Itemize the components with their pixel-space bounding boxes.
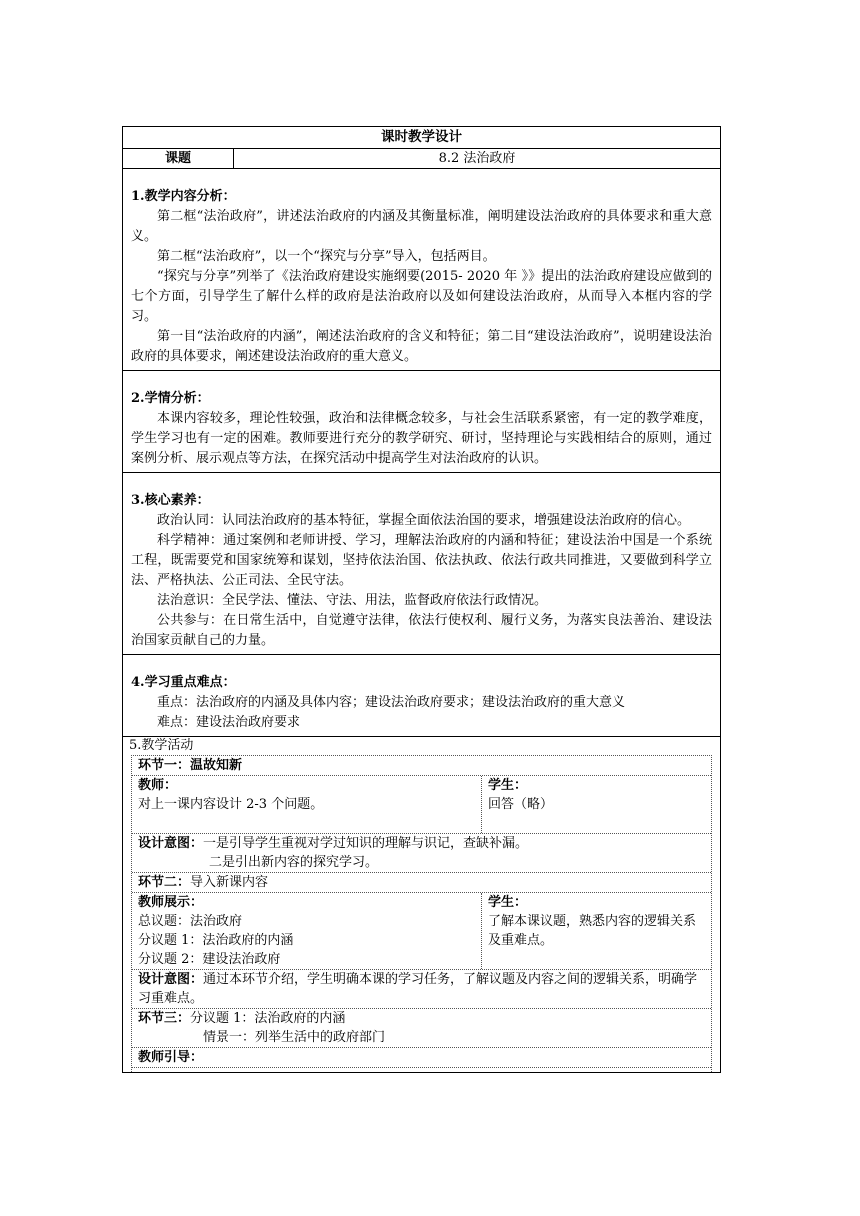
step2-intent <box>132 970 711 1009</box>
section-core-competency <box>123 473 720 655</box>
step3-title <box>132 1009 711 1048</box>
step-text: 分议题 1：法治政府的内涵 <box>190 1011 346 1026</box>
step1-title: 环节一：温故知新 <box>132 756 711 776</box>
teacher-text: 对上一课内容设计 2-3 个问题。 <box>138 797 324 812</box>
section-heading: 4.学习重点难点： <box>131 675 236 690</box>
section-content-analysis <box>123 169 720 371</box>
topic-label: 课题 <box>123 149 234 168</box>
step1-row <box>132 776 711 834</box>
teacher-label: 教师： <box>138 778 178 793</box>
paragraph: 公共参与：在日常生活中，自觉遵守法律，依法行使权利、履行义务，为落实良法善治、建设法治国家贡献自己的力量。 <box>131 613 712 648</box>
step1-student-cell <box>482 776 711 833</box>
student-text: 回答（略） <box>488 797 554 812</box>
step2-teacher-cell <box>132 893 482 969</box>
step-label: 环节三： <box>138 1011 191 1026</box>
step1-teacher-cell <box>132 776 482 833</box>
lesson-plan-table <box>122 126 721 1073</box>
paragraph: 第一目“法治政府的内涵”，阐述法治政府的含义和特征；第二目“建设法治政府”，说明建设法治政府的具体要求，阐述建设法治政府的重大意义。 <box>131 329 712 364</box>
section-student-analysis <box>123 371 720 473</box>
topic-value: 8.2 法治政府 <box>438 151 516 166</box>
section-heading: 3.核心素养： <box>131 493 210 508</box>
step3-teacher-label: 教师引导： <box>132 1048 711 1068</box>
teacher-line: 分议题 1：法治政府的内涵 <box>138 933 294 948</box>
student-text: 了解本课议题，熟悉内容的逻辑关系及重难点。 <box>488 914 697 948</box>
paragraph: 难点：建设法治政府要求 <box>157 715 301 730</box>
paragraph: 重点：法治政府的内涵及具体内容；建设法治政府要求；建设法治政府的重大意义 <box>157 695 626 710</box>
intent-label: 设计意图： <box>138 836 204 851</box>
step-text: 导入新课内容 <box>190 875 269 890</box>
teacher-line: 分议题 2：建设法治政府 <box>138 952 281 967</box>
topic-row <box>123 149 720 169</box>
student-label: 学生： <box>488 778 528 793</box>
section-key-points <box>123 655 720 737</box>
lesson-plan-page <box>122 126 721 1073</box>
step1-intent <box>132 834 711 873</box>
step2-row <box>132 893 711 970</box>
paragraph: 法治意识：全民学法、懂法、守法、用法，监督政府依法行政情况。 <box>157 593 548 608</box>
step2-student-cell <box>482 893 711 969</box>
paragraph: 政治认同：认同法治政府的基本特征，掌握全面依法治国的要求，增强建设法治政府的信心。 <box>157 513 691 528</box>
section-teaching-activities <box>123 737 720 1072</box>
student-label: 学生： <box>488 895 528 910</box>
section-heading: 5.教学活动 <box>129 738 194 753</box>
step2-title <box>132 873 711 893</box>
paragraph: 科学精神：通过案例和老师讲授、学习，理解法治政府的内涵和特征；建设法治中国是一个系统工程，既需要党和国家统筹和谋划，坚持依法治国、依法执政、依法行政共同推进，又要做到科学立法、严格执法、公正司法、全民守法。 <box>131 533 712 588</box>
table-title: 课时教学设计 <box>123 127 720 149</box>
paragraph: 第二框“法治政府”，讲述法治政府的内涵及其衡量标准，阐明建设法治政府的具体要求和重大意义。 <box>131 209 712 244</box>
intent-text: 二是引出新内容的探究学习。 <box>209 855 379 870</box>
intent-text: 一是引导学生重视对学过知识的理解与识记，查缺补漏。 <box>203 836 529 851</box>
teacher-line: 总议题：法治政府 <box>138 914 243 929</box>
activities-table <box>131 755 712 1072</box>
paragraph: 本课内容较多，理论性较强，政治和法律概念较多，与社会生活联系紧密，有一定的教学难度，学生学习也有一定的困难。教师要进行充分的教学研究、研讨，坚持理论与实践相结合的原则，通过案例分析、展示观点等方法，在探究活动中提高学生对法治政府的认识。 <box>131 411 712 466</box>
step-label: 环节二： <box>138 875 191 890</box>
intent-label: 设计意图： <box>138 972 204 987</box>
scene-text: 情景一：列举生活中的政府部门 <box>203 1030 386 1045</box>
paragraph: 第二框“法治政府”，以一个“探究与分享”导入，包括两目。 <box>157 249 496 264</box>
teacher-label: 教师展示： <box>138 895 204 910</box>
intent-text: 通过本环节介绍，学生明确本课的学习任务，了解议题及内容之间的逻辑关系，明确学习重难点。 <box>138 972 698 1006</box>
section-heading: 1.教学内容分析： <box>131 189 236 204</box>
paragraph: “探究与分享”列举了《法治政府建设实施纲要(2015- 2020 年 》》提出的法治政府建设应做到的七个方面，引导学生了解什么样的政府是法治政府以及如何建设法治政府，从而导入本框内容的学习。 <box>131 269 712 324</box>
section-heading: 2.学情分析： <box>131 391 210 406</box>
